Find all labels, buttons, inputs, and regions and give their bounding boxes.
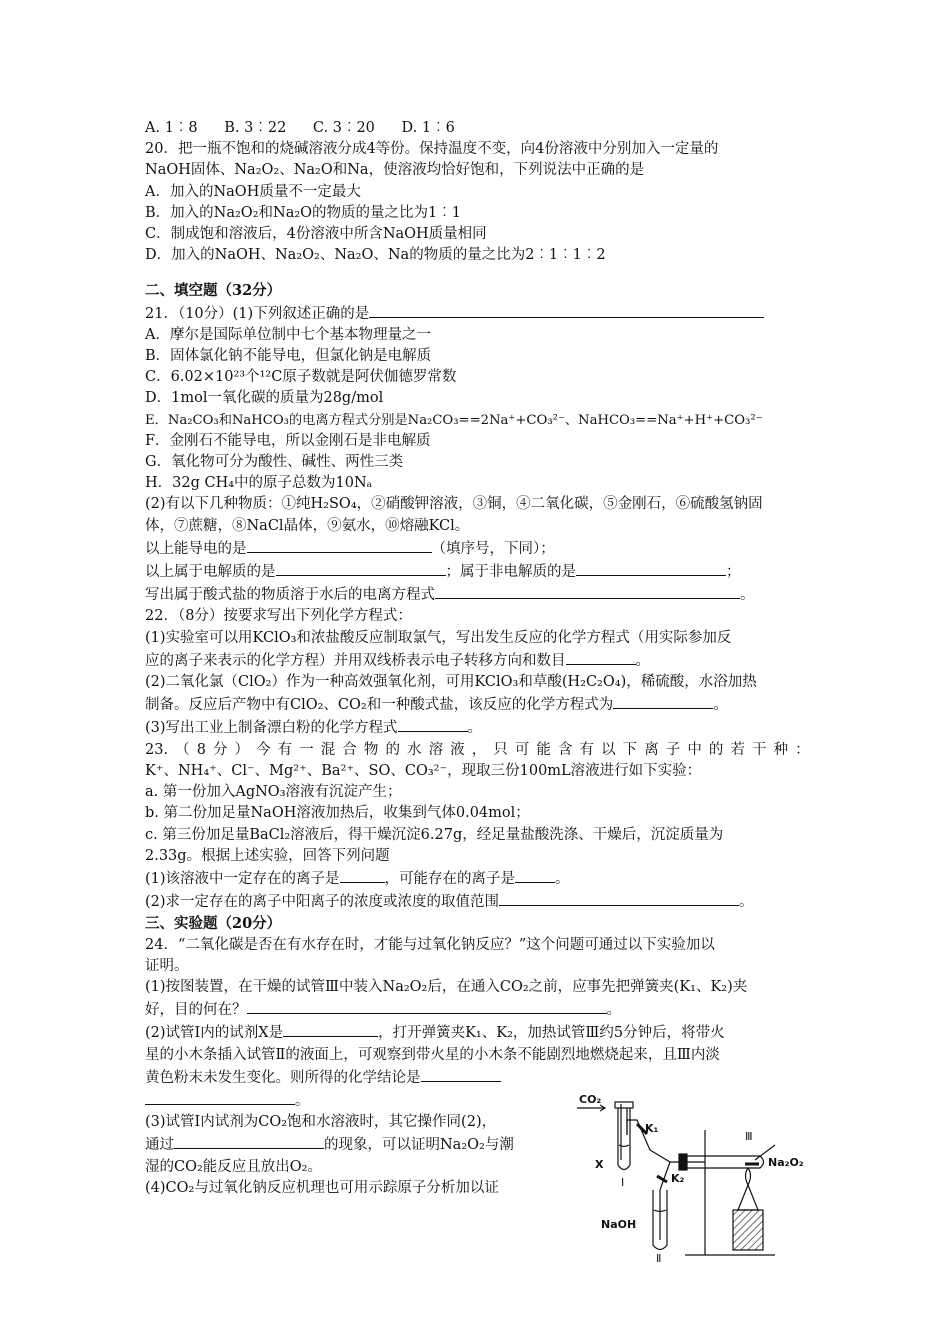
q23-head-char: 能 [536, 741, 551, 758]
q24-part1-line1: (1)按图装置，在干燥的试管Ⅲ中装入Na₂O₂后，在通入CO₂之前，应事先把弹簧夹(K₁、K₂)夹 [145, 978, 748, 995]
q23-step-a: a. 第一份加入AgNO₃溶液有沉淀产生； [145, 784, 402, 801]
q23-head-char: 种 [773, 741, 789, 758]
q21-option-g: G．氧化物可分为酸性、碱性、两性三类 [145, 454, 404, 471]
q22-head: 22．（8分）按要求写出下列化学方程式： [145, 608, 412, 625]
q23-head-char: 8 [196, 741, 206, 758]
q23-head-char: 有 [277, 741, 293, 758]
answer-blank[interactable] [515, 867, 555, 883]
q23-head-char: 中 [687, 741, 702, 758]
prompt-text: (2)求一定存在的离子中阳离子的浓度或浓度的取值范围 [145, 894, 500, 911]
answer-blank[interactable] [283, 1021, 378, 1037]
label-naoh: NaOH [601, 1218, 637, 1231]
q21-option-c: C．6.02×10²³个¹²C原子数就是阿伏伽德罗常数 [145, 369, 457, 386]
label-tube-2: Ⅱ [656, 1252, 662, 1265]
label-k1: K₁ [645, 1122, 659, 1135]
q19-option-c: C. 3︰20 [312, 120, 375, 136]
q21-conductive-line [145, 537, 810, 560]
prompt-text: 。 [467, 720, 483, 737]
flame-icon [746, 1168, 751, 1185]
prompt-text: 的现象，可以证明Na₂O₂与潮 [324, 1137, 514, 1154]
q21-option-d: D．1mol一氧化碳的质量为28g/mol [145, 390, 384, 407]
label-na2o2: Na₂O₂ [768, 1156, 804, 1169]
q23-head-char: ， [471, 741, 487, 758]
label-tube-3: Ⅲ [745, 1130, 753, 1143]
prompt-text: 好，目的何在？ [145, 1002, 247, 1019]
q23-step-c-line1: c. 第三份加足量BaCl₂溶液后，得干燥沉淀6.27g，经足量盐酸洗涤、干燥后，沉淀质量为 [145, 826, 724, 843]
q23-head-char: 若 [730, 741, 745, 758]
q23-head-char: 可 [514, 741, 530, 758]
apparatus-figure [575, 1090, 815, 1265]
prompt-text: 通过 [145, 1137, 174, 1154]
q20-option-c: C．制成饱和溶液后，4份溶液中所含NaOH质量相同 [145, 226, 487, 243]
prompt-text: （填序号，下同）； [431, 540, 555, 557]
label-k2: K₂ [671, 1172, 685, 1185]
answer-blank[interactable] [613, 693, 713, 709]
q23-head-char: 溶 [428, 741, 444, 758]
prompt-text: 写出属于酸式盐的物质溶于水后的电离方程式 [145, 587, 435, 604]
prompt-text: (1)该溶液中一定存在的离子是 [145, 870, 340, 887]
section-3-heading: 三、实验题（20分） [145, 915, 282, 933]
prompt-text: 。 [740, 587, 755, 604]
answer-blank[interactable] [369, 302, 764, 318]
answer-blank[interactable] [174, 1133, 324, 1149]
exam-page [145, 118, 810, 1199]
answer-blank[interactable] [435, 583, 740, 599]
prompt-text: 以上能导电的是 [145, 540, 247, 557]
q21-option-e: E．Na₂CO₃和NaHCO₃的电离方程式分别是Na₂CO₃==2Na⁺+CO₃²⁻、NaHCO₃==Na⁺+H⁺+CO₃²⁻ [145, 412, 763, 428]
prompt-text: ；属于非电解质的是 [445, 564, 576, 581]
answer-blank[interactable] [566, 649, 636, 665]
q23-head-char: 的 [708, 741, 724, 758]
q23-head-char: 以 [601, 741, 616, 758]
prompt-text: (2)试管Ⅰ内的试剂X是 [145, 1025, 284, 1042]
q22-part2-line2 [145, 693, 810, 716]
prompt-text: ； [726, 564, 741, 581]
q21-option-a: A．摩尔是国际单位制中七个基本物理量之一 [145, 326, 431, 343]
prompt-text: 。 [739, 894, 754, 911]
q23-head-char: 子 [665, 741, 681, 758]
section-2-heading: 二、填空题（32分） [145, 282, 282, 300]
q23-head-char: 今 [256, 741, 271, 758]
q24-head-line1: 24．“二氧化碳是否在有水存在时，才能与过氧化钠反应？”这个问题可通过以下实验加以 [145, 936, 715, 953]
q23-head-char: ） [234, 741, 250, 758]
q23-head-char: 含 [557, 741, 573, 758]
q21-option-h: H．32g CH₄中的原子总数为10Nₐ [145, 475, 373, 492]
answer-blank[interactable] [276, 560, 446, 576]
answer-blank[interactable] [247, 537, 432, 553]
q23-head-char: 混 [320, 741, 336, 758]
q23-head-char: 只 [493, 741, 508, 758]
q23-head-char: 物 [363, 741, 379, 758]
q23-head-char: 的 [385, 741, 400, 758]
q20-option-a: A．加入的NaOH质量不一定最大 [145, 183, 361, 200]
q19-option-a: A. 1︰8 [145, 120, 198, 136]
q20-option-b: B．加入的Na₂O₂和Na₂O的物质的量之比为1︰1 [145, 204, 461, 221]
q23-head-char: 有 [579, 741, 595, 758]
test-tube-1 [618, 1108, 630, 1170]
q24-part2-line3 [145, 1066, 810, 1089]
q22-part2-line1: (2)二氧化氯（ClO₂）作为一种高效强氧化剂，可用KClO₃和草酸(H₂C₂O₄)，稀硫酸，水浴加热 [145, 674, 757, 691]
q19-option-d: D. 1︰6 [401, 120, 455, 136]
q24-part2-line2: 星的小木条插入试管Ⅱ的液面上，可观察到带火星的小木条不能剧烈地燃烧起来，且Ⅲ内淡 [145, 1046, 720, 1063]
q23-head-char: 下 [622, 741, 638, 758]
answer-blank[interactable] [145, 1089, 295, 1105]
q21-option-f: F．金刚石不能导电，所以金刚石是非电解质 [145, 432, 431, 449]
q20-option-d: D．加入的NaOH、Na₂O₂、Na₂O、Na的物质的量之比为2︰1︰1︰2 [145, 247, 606, 264]
label-tube-1: Ⅰ [621, 1176, 625, 1189]
q21-electrolyte-line [145, 560, 810, 583]
q19-option-b: B. 3︰22 [224, 120, 287, 136]
q23-ions: K⁺、NH₄⁺、Cl⁻、Mg²⁺、Ba²⁺、SO、CO₃²⁻，现取三份100mL溶液进行如下实验： [145, 762, 702, 779]
q23-head-char: 一 [299, 741, 314, 758]
prompt-text: ，打开弹簧夹K₁、K₂，加热试管Ⅲ约5分钟后，将带火 [378, 1025, 725, 1042]
answer-blank[interactable] [340, 867, 385, 883]
burner [738, 1185, 758, 1210]
prompt-text: 。 [555, 870, 570, 887]
q23-head [145, 740, 810, 761]
prompt-text: 。 [635, 652, 650, 669]
q24-part2-line1 [145, 1021, 810, 1044]
prompt-text: 。 [295, 1092, 310, 1109]
q23-head-char: 23. [145, 741, 169, 758]
q20-stem-1: 20．把一瓶不饱和的烧碱溶液分成4等份。保持温度不变，向4份溶液中分别加入一定量的 [145, 141, 719, 158]
q23-head-char: 水 [407, 741, 422, 758]
q23-question-1 [145, 867, 810, 890]
label-x: X [595, 1158, 604, 1171]
q22-part1-line1: (1)实验室可以用KClO₃和浓盐酸反应制取氯气，写出发生反应的化学方程式（用实际参加反 [145, 629, 732, 646]
prompt-text: 黄色粉末未发生变化。则所得的化学结论是 [145, 1069, 421, 1086]
answer-blank[interactable] [576, 560, 726, 576]
answer-blank[interactable] [421, 1066, 501, 1082]
q21-part2-line1: (2)有以下几种物质：①纯H₂SO₄，②硝酸钾溶液，③铜，④二氧化碳，⑤金刚石，⑥硫酸氢钠固 [145, 496, 763, 513]
q23-head-char: 离 [644, 741, 659, 758]
q23-head-char: 干 [752, 741, 767, 758]
q21-head-text: 21．（10分）(1)下列叙述正确的是 [145, 305, 370, 322]
label-co2: CO₂ [579, 1093, 602, 1106]
q24-part3-line3: 湿的CO₂能反应且放出O₂。 [145, 1158, 322, 1175]
q23-head-char: ： [795, 741, 810, 758]
q21-head [145, 302, 810, 325]
prompt-text: 应的离子来表示的化学方程）并用双线桥表示电子转移方向和数目 [145, 652, 566, 669]
q23-question-2 [145, 890, 810, 913]
prompt-text: ，可能存在的离子是 [384, 870, 516, 887]
prompt-text: 。 [606, 1002, 621, 1019]
q24-part1-line2 [145, 998, 810, 1021]
q24-part4-line1: (4)CO₂与过氧化钠反应机理也可用示踪原子分析加以证 [145, 1179, 499, 1196]
q23-step-b: b. 第二份加足量NaOH溶液加热后，收集到气体0.04mol； [145, 805, 530, 822]
q21-part2-line2: 体，⑦蔗糖，⑧NaCl晶体，⑨氨水，⑩熔融KCl。 [145, 517, 470, 534]
q23-head-char: 分 [212, 741, 228, 758]
q22-part3 [145, 716, 810, 739]
q21-option-b: B．固体氯化钠不能导电，但氯化钠是电解质 [145, 348, 432, 365]
q21-ionization-line [145, 583, 810, 606]
prompt-text: 制备。反应后产物中有ClO₂、CO₂和一种酸式盐，该反应的化学方程式为 [145, 697, 614, 714]
q20-stem-2: NaOH固体、Na₂O₂、Na₂O和Na，使溶液均恰好饱和，下列说法中正确的是 [145, 162, 645, 179]
q19-options [145, 118, 810, 139]
q23-head-char: 合 [342, 741, 357, 758]
q24-part3-line1: (3)试管Ⅰ内试剂为CO₂饱和水溶液时，其它操作同(2)， [145, 1114, 497, 1131]
prompt-text: 以上属于电解质的是 [145, 564, 276, 581]
block [733, 1210, 763, 1250]
q23-head-char: （ [175, 741, 190, 758]
prompt-text: 。 [713, 697, 728, 714]
answer-blank[interactable] [247, 998, 607, 1014]
prompt-text: (3)写出工业上制备漂白粉的化学方程式 [145, 720, 398, 737]
q22-part1-line2 [145, 649, 810, 672]
q23-step-c-line2: 2.33g。根据上述实验，回答下列问题 [145, 847, 390, 864]
k2-clamp [657, 1176, 667, 1182]
q24-head-line2: 证明。 [145, 957, 189, 974]
answer-blank[interactable] [499, 890, 739, 906]
answer-blank[interactable] [398, 716, 468, 732]
q23-head-char: 液 [450, 741, 465, 758]
